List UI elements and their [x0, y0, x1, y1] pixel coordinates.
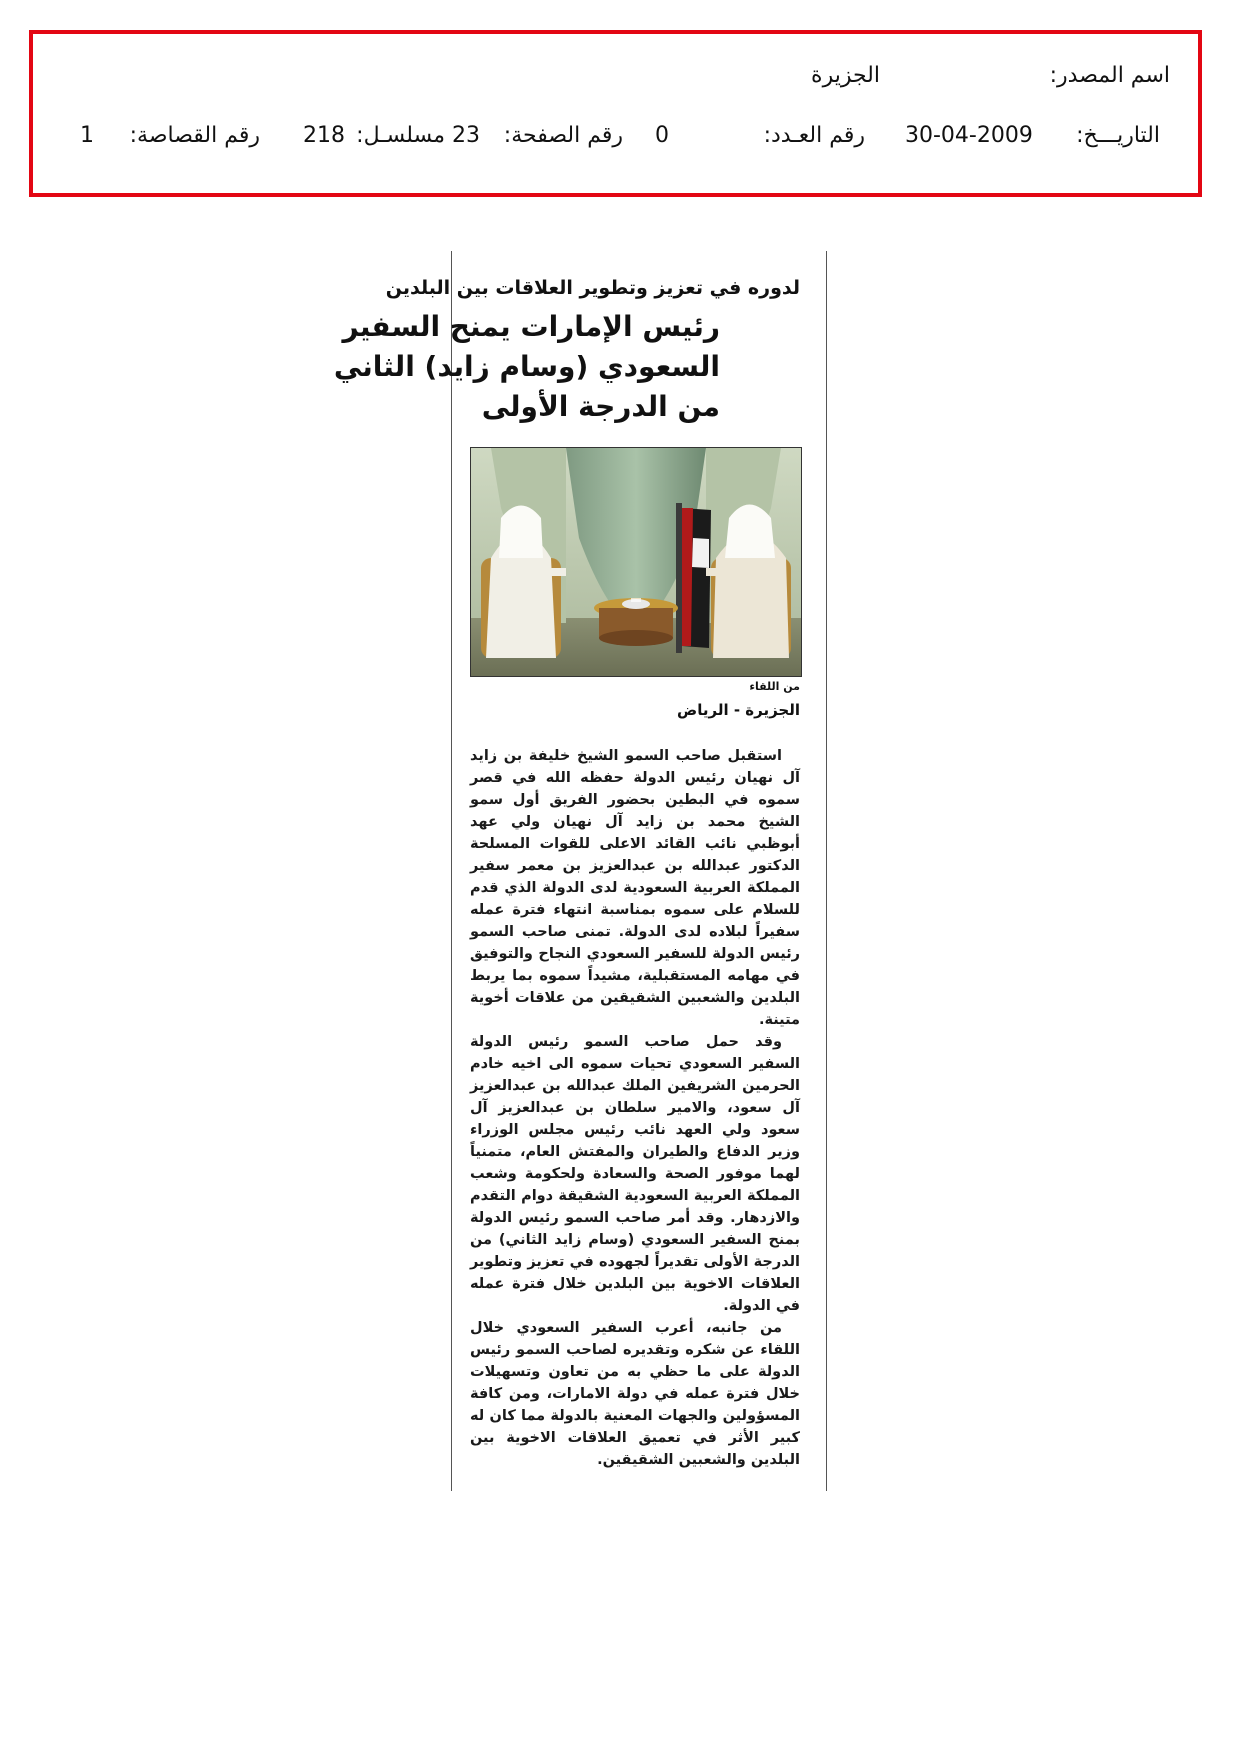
- page-label: رقم الصفحة:: [503, 123, 623, 148]
- kicker: لدوره في تعزيز وتطوير العلاقات بين البلدين: [385, 277, 800, 299]
- date-label: التاريـــخ:: [1076, 123, 1160, 148]
- photo-illustration: [471, 448, 801, 676]
- column-rule-left: [451, 251, 452, 1491]
- article-photo: [470, 447, 802, 677]
- paragraph: من جانبه، أعرب السفير السعودي خلال اللقاء عن شكره وتقديره لصاحب السمو رئيس الدولة على ما حظي به من تعاون وتسهيلات خلال فترة عمله في دولة الامارات، ومن كافة المسؤولين والجهات المعنية بالدولة مما كان له كبير الأثر في تعميق العلاقات الاخوية بين البلدين والشعبين الشقيقين.: [470, 1320, 800, 1468]
- source-label: اسم المصدر:: [1049, 63, 1170, 88]
- date-value: 30-04-2009: [905, 123, 1033, 148]
- clipping-label: رقم القصاصة:: [129, 123, 260, 148]
- photo-caption: من اللقاء: [749, 680, 800, 693]
- page-value: 23: [452, 123, 480, 148]
- headline-line: رئيس الإمارات يمنح السفير: [342, 310, 720, 343]
- source-value: الجزيرة: [811, 63, 880, 88]
- paragraph: وقد حمل صاحب السمو رئيس الدولة السفير السعودي تحيات سموه الى اخيه خادم الحرمين الشريفين الملك عبدالله بن عبدالعزيز آل سعود، والامير سلطان بن عبدالعزيز آل سعود ولي العهد نائب رئيس مجلس الوزراء وزير الدفاع والطيران والمفتش العام، متمنياً لهما موفور الصحة والسعادة ولحكومة وشعب المملكة العربية السعودية الشقيقة دوام التقدم والازدهار. وقد أمر صاحب السمو رئيس الدولة بمنح السفير السعودي (وسام زايد الثاني) من الدرجة الأولى تقديراً لجهوده في تعزيز وتطوير العلاقات الاخوية بين البلدين خلال فترة عمله في الدولة.: [470, 1034, 800, 1314]
- issue-value: 0: [655, 123, 669, 148]
- column-rule-right: [826, 251, 827, 1491]
- issue-label: رقم العـدد:: [763, 123, 865, 148]
- serial-value: 218: [303, 123, 345, 148]
- article-heading: [333, 275, 800, 427]
- serial-label: مسلسـل:: [356, 123, 445, 148]
- headline-line: من الدرجة الأولى: [481, 390, 720, 423]
- paragraph: استقبل صاحب السمو الشيخ خليفة بن زايد آل نهيان رئيس الدولة حفظه الله في قصر سموه في البطين بحضور الفريق أول سمو الشيخ محمد بن زايد آل نهيان ولي عهد أبوظبي نائب القائد الاعلى للقوات المسلحة الدكتور عبدالله بن عبدالعزيز بن معمر سفير المملكة العربية السعودية لدى الدولة الذي قدم للسلام على سموه بمناسبة انتهاء فترة عمله سفيراً لبلاده لدى الدولة. تمنى صاحب السمو رئيس الدولة للسفير السعودي النجاح والتوفيق في مهامه المستقبلية، مشيداً سموه بما يربط البلدين والشعبين الشقيقين من علاقات أخوية متينة.: [470, 748, 800, 1028]
- headline-line: السعودي (وسام زايد) الثاني: [333, 350, 720, 383]
- metadata-box: [29, 30, 1202, 197]
- article-body: [470, 745, 800, 1471]
- byline: الجزيرة - الرياض: [677, 701, 800, 719]
- headline: [333, 307, 800, 427]
- clipping-value: 1: [80, 123, 94, 148]
